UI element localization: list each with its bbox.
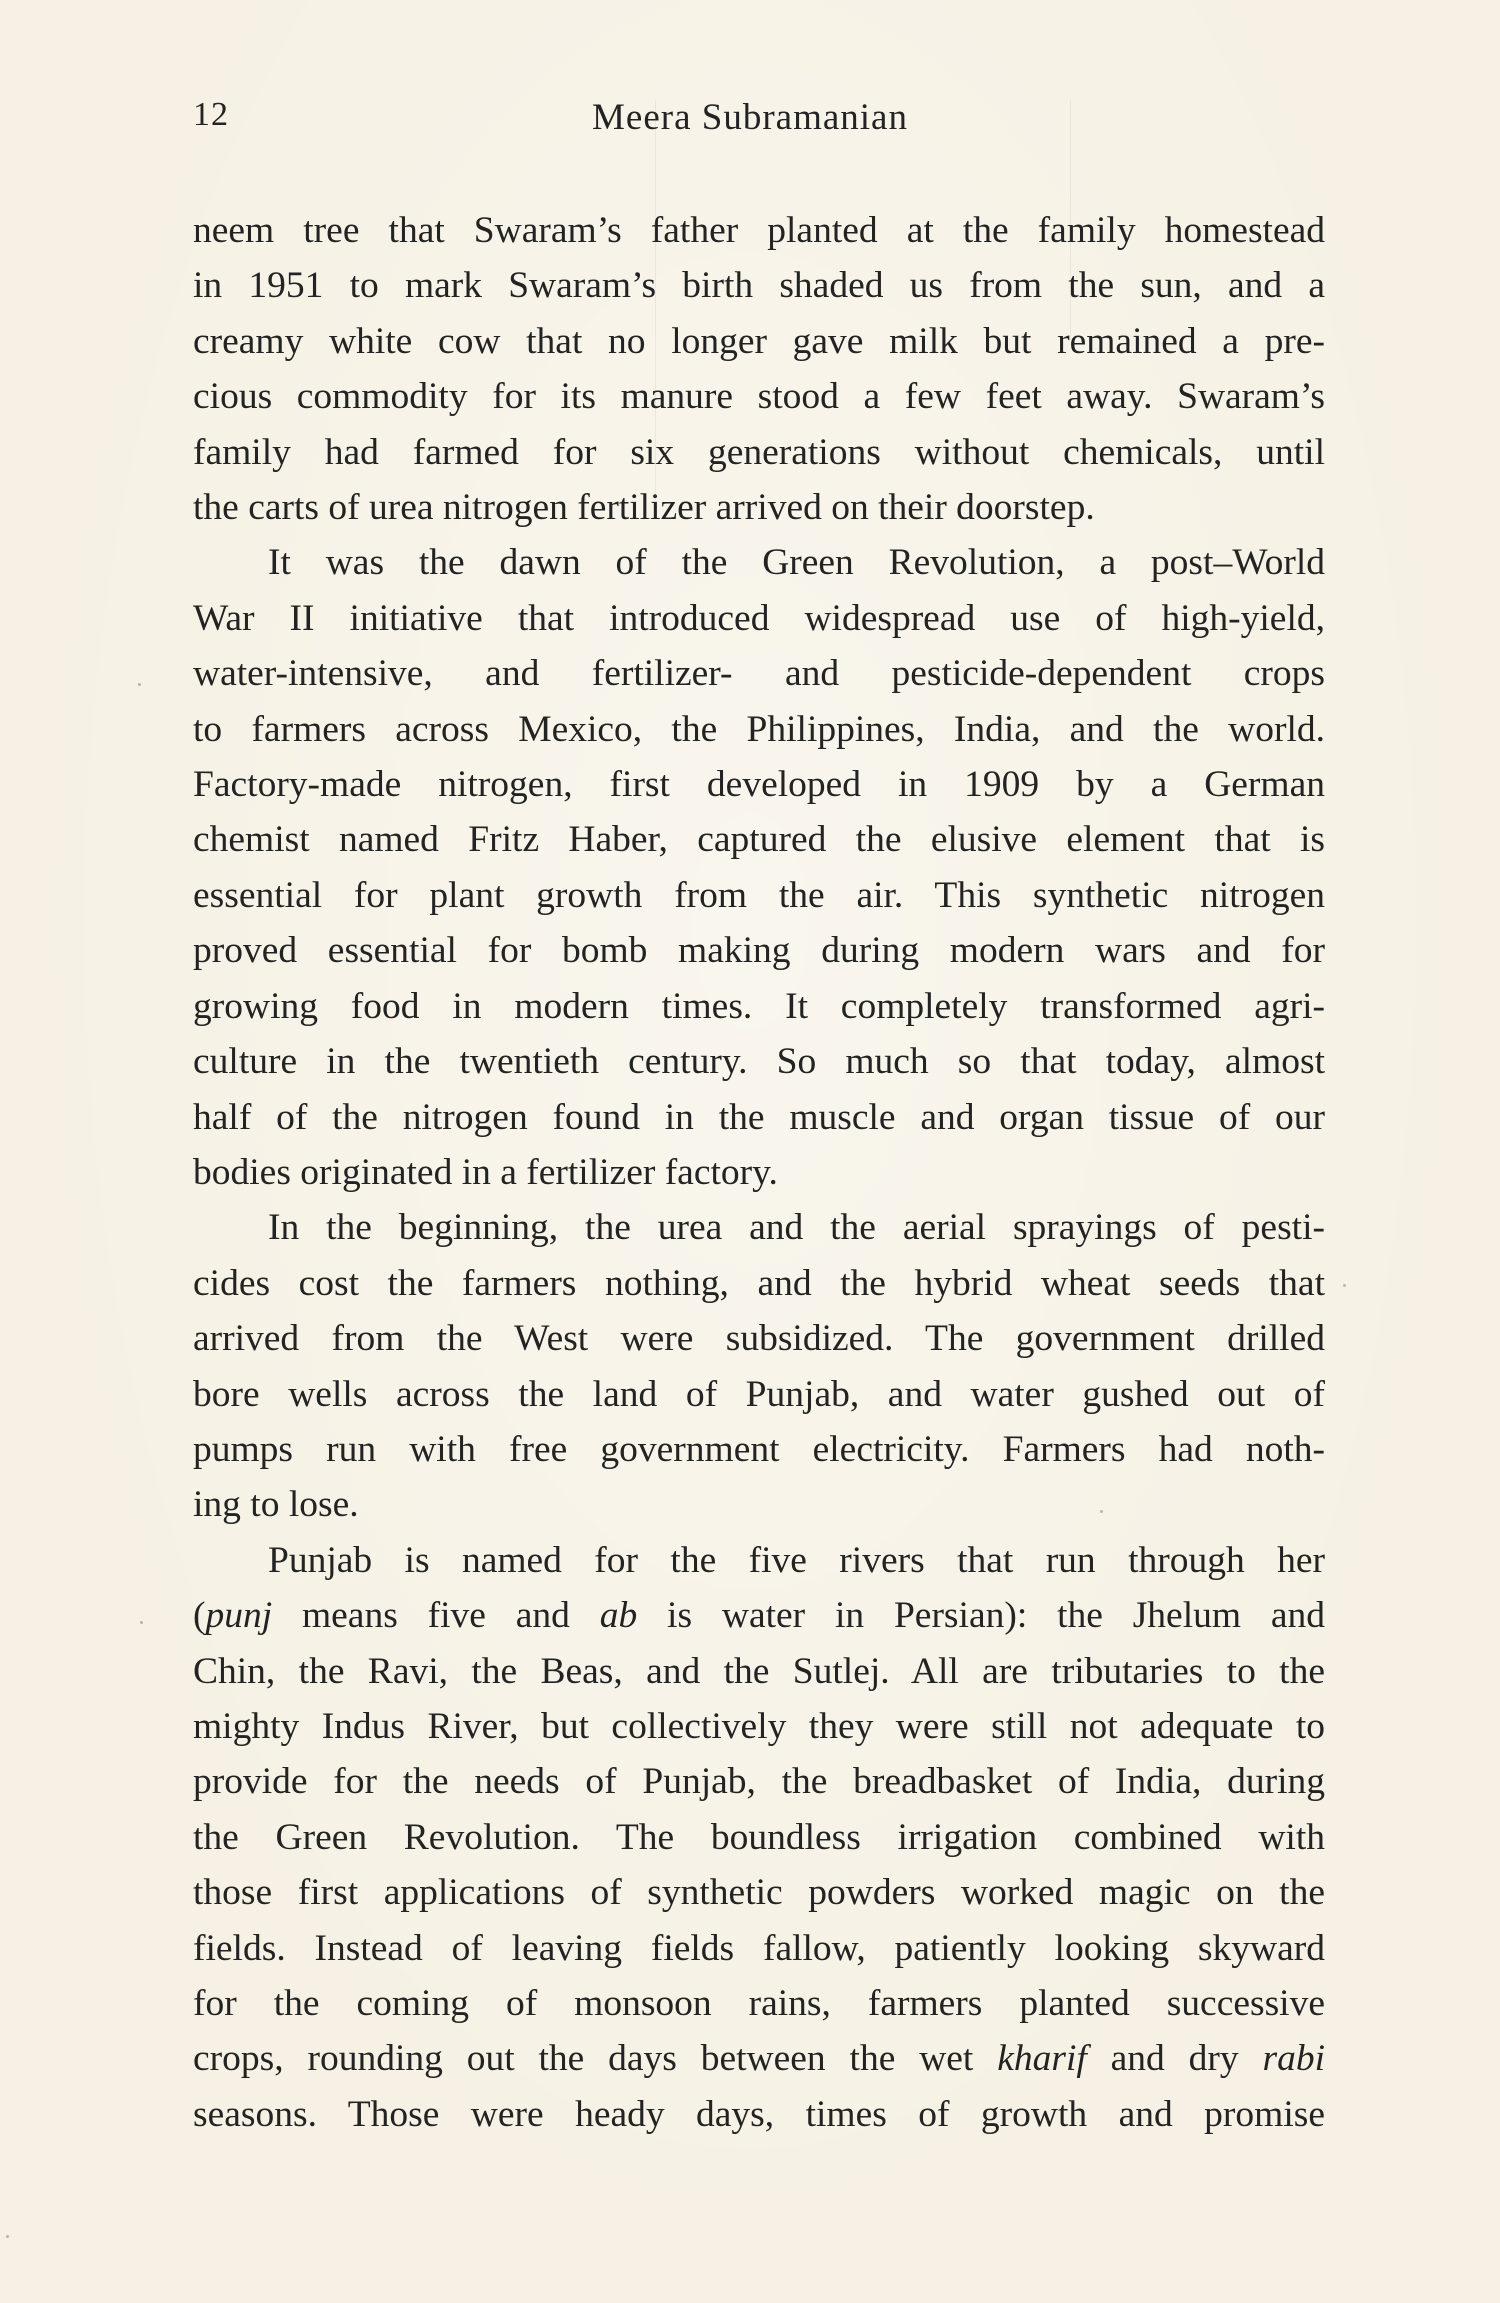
paper-speck	[138, 683, 141, 686]
text-line: seasons. Those were heady days, times of growth and promise	[193, 2093, 1325, 2135]
text-line: arrived from the West were subsidized. The government drilled	[193, 1318, 1325, 1360]
text-line: crops, rounding out the days between the wet kharif and dry rabi	[193, 2038, 1325, 2080]
page-number: 12	[193, 96, 229, 133]
text-line: Chin, the Ravi, the Beas, and the Sutlej. All are tributaries to the	[193, 1650, 1325, 1692]
paper-crease	[655, 100, 656, 500]
text-line: Punjab is named for the five rivers that run through her	[268, 1539, 1325, 1581]
text-line: ing to lose.	[193, 1484, 359, 1526]
text-line: culture in the twentieth century. So much so that today, almost	[193, 1041, 1325, 1083]
text-line: those first applications of synthetic powders worked magic on the	[193, 1872, 1325, 1914]
text-line: water-intensive, and fertilizer- and pesticide-dependent crops	[193, 653, 1325, 695]
running-head: Meera Subramanian	[592, 97, 908, 138]
text-line: in 1951 to mark Swaram’s birth shaded us from the sun, and a	[193, 265, 1325, 307]
text-line: provide for the needs of Punjab, the breadbasket of India, during	[193, 1761, 1325, 1803]
paper-crease	[1070, 100, 1071, 340]
text-line: In the beginning, the urea and the aerial sprayings of pesti-	[268, 1207, 1325, 1249]
text-line: bodies originated in a fertilizer factory.	[193, 1151, 778, 1193]
text-line: Factory-made nitrogen, first developed in 1909 by a German	[193, 764, 1325, 806]
body-text	[193, 203, 1325, 2142]
text-line: growing food in modern times. It completely transformed agri-	[193, 985, 1325, 1027]
text-line: fields. Instead of leaving fields fallow, patiently looking skyward	[193, 1927, 1325, 1969]
text-line: pumps run with free government electricity. Farmers had noth-	[193, 1428, 1325, 1470]
text-line: creamy white cow that no longer gave milk but remained a pre-	[193, 320, 1325, 362]
text-line: (punj means five and ab is water in Persian): the Jhelum and	[193, 1595, 1325, 1637]
paragraph	[193, 1533, 1325, 2142]
text-line: It was the dawn of the Green Revolution, a post–World	[268, 542, 1325, 584]
text-line: cious commodity for its manure stood a few feet away. Swaram’s	[193, 376, 1325, 418]
text-line: the Green Revolution. The boundless irrigation combined with	[193, 1816, 1325, 1858]
paragraph	[193, 1200, 1325, 1532]
text-line: cides cost the farmers nothing, and the hybrid wheat seeds that	[193, 1262, 1325, 1304]
text-line: half of the nitrogen found in the muscle and organ tissue of our	[193, 1096, 1325, 1138]
paragraph	[193, 203, 1325, 535]
paper-speck	[1343, 1284, 1346, 1287]
paragraph	[193, 535, 1325, 1200]
text-line: chemist named Fritz Haber, captured the elusive element that is	[193, 819, 1325, 861]
text-line: the carts of urea nitrogen fertilizer arrived on their doorstep.	[193, 487, 1095, 529]
text-line: essential for plant growth from the air. This synthetic nitrogen	[193, 874, 1325, 916]
text-line: mighty Indus River, but collectively they were still not adequate to	[193, 1705, 1325, 1747]
paper-speck	[1100, 1510, 1103, 1513]
text-line: neem tree that Swaram’s father planted at the family homestead	[193, 210, 1325, 251]
paper-speck	[140, 1621, 143, 1624]
paper-speck	[6, 2235, 9, 2238]
text-line: War II initiative that introduced widespread use of high-yield,	[193, 597, 1325, 639]
text-line: for the coming of monsoon rains, farmers planted successive	[193, 1983, 1325, 2024]
text-line: proved essential for bomb making during modern wars and for	[193, 930, 1325, 972]
text-line: to farmers across Mexico, the Philippines, India, and the world.	[193, 708, 1325, 750]
text-line: family had farmed for six generations without chemicals, until	[193, 431, 1325, 473]
page-header	[0, 96, 1500, 146]
text-line: bore wells across the land of Punjab, and water gushed out of	[193, 1373, 1325, 1415]
